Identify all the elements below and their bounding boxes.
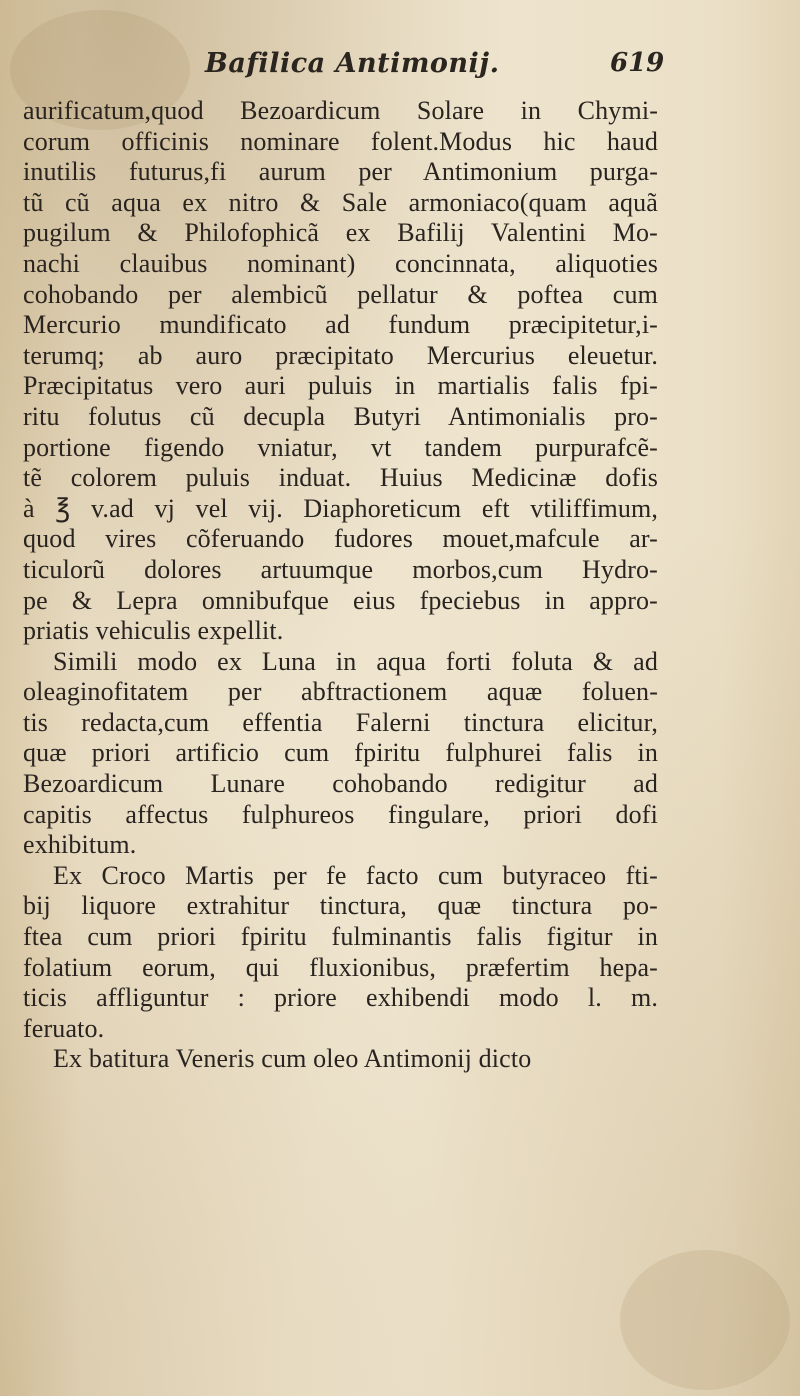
text-line: ticulorũ dolores artuumque morbos,cum Hydro-: [23, 554, 658, 584]
text-line: nachi clauibus nominant) concinnata, aliquoties: [23, 248, 658, 278]
text-line: cohobando per alembicũ pellatur & poftea cum: [23, 279, 658, 309]
text-line: quod vires cõferuando fudores mouet,mafcule ar-: [23, 524, 658, 554]
text-line: Simili modo ex Luna in aqua forti foluta & ad: [53, 646, 658, 676]
text-line: Præcipitatus vero auri puluis in martialis falis fpi-: [23, 371, 658, 401]
page-number: 619: [610, 48, 665, 78]
text-line: quæ priori artificio cum fpiritu fulphurei falis in: [23, 738, 658, 768]
text-line: ftea cum priori fpiritu fulminantis falis figitur in: [23, 922, 658, 952]
text-line: capitis affectus fulphureos fingulare, priori dofi: [23, 799, 658, 829]
text-line: feruato.: [23, 1013, 105, 1043]
text-line: à ℥ v.ad vj vel vij. Diaphoreticum eft vtiliffimum,: [23, 493, 658, 523]
text-line: priatis vehiculis expellit.: [23, 616, 284, 646]
text-line: Bezoardicum Lunare cohobando redigitur ad: [23, 769, 658, 799]
text-line: pe & Lepra omnibufque eius fpeciebus in appro-: [23, 585, 658, 615]
body-text: [23, 96, 658, 1075]
text-line: tẽ colorem puluis induat. Huius Medicinæ dofis: [23, 463, 658, 493]
text-line: aurificatum,quod Bezoardicum Solare in Chymi-: [23, 96, 658, 125]
text-line: exhibitum.: [23, 830, 137, 860]
running-title: Bafilica Antimonij.: [205, 48, 500, 79]
text-line: bij liquore extrahitur tinctura, quæ tinctura po-: [23, 891, 658, 921]
text-line: tis redacta,cum effentia Falerni tinctura elicitur,: [23, 707, 658, 737]
text-line: tũ cũ aqua ex nitro & Sale armoniaco(quam aquã: [23, 187, 658, 217]
text-line: ticis affliguntur : priore exhibendi modo l. m.: [23, 983, 658, 1013]
text-line: pugilum & Philofophicã ex Bafilij Valentini Mo-: [23, 218, 658, 248]
text-line: portione figendo vniatur, vt tandem purpurafcẽ-: [23, 432, 658, 462]
text-line: Ex Croco Martis per fe facto cum butyraceo fti-: [53, 860, 658, 890]
text-line: corum officinis nominare folent.Modus hic haud: [23, 126, 658, 156]
text-line: Ex batitura Veneris cum oleo Antimonij dicto: [53, 1044, 532, 1074]
text-line: folatium eorum, qui fluxionibus, præfertim hepa-: [23, 952, 658, 982]
page-stain: [620, 1250, 790, 1390]
text-line: terumq; ab auro præcipitato Mercurius eleuetur.: [23, 340, 658, 370]
text-line: oleaginofitatem per abftractionem aquæ foluen-: [23, 677, 658, 707]
page-header: [0, 44, 800, 94]
text-line: Mercurio mundificato ad fundum præcipitetur,i-: [23, 310, 658, 340]
text-line: ritu folutus cũ decupla Butyri Antimonialis pro-: [23, 401, 658, 431]
text-line: inutilis futurus,fi aurum per Antimonium purga-: [23, 157, 658, 187]
